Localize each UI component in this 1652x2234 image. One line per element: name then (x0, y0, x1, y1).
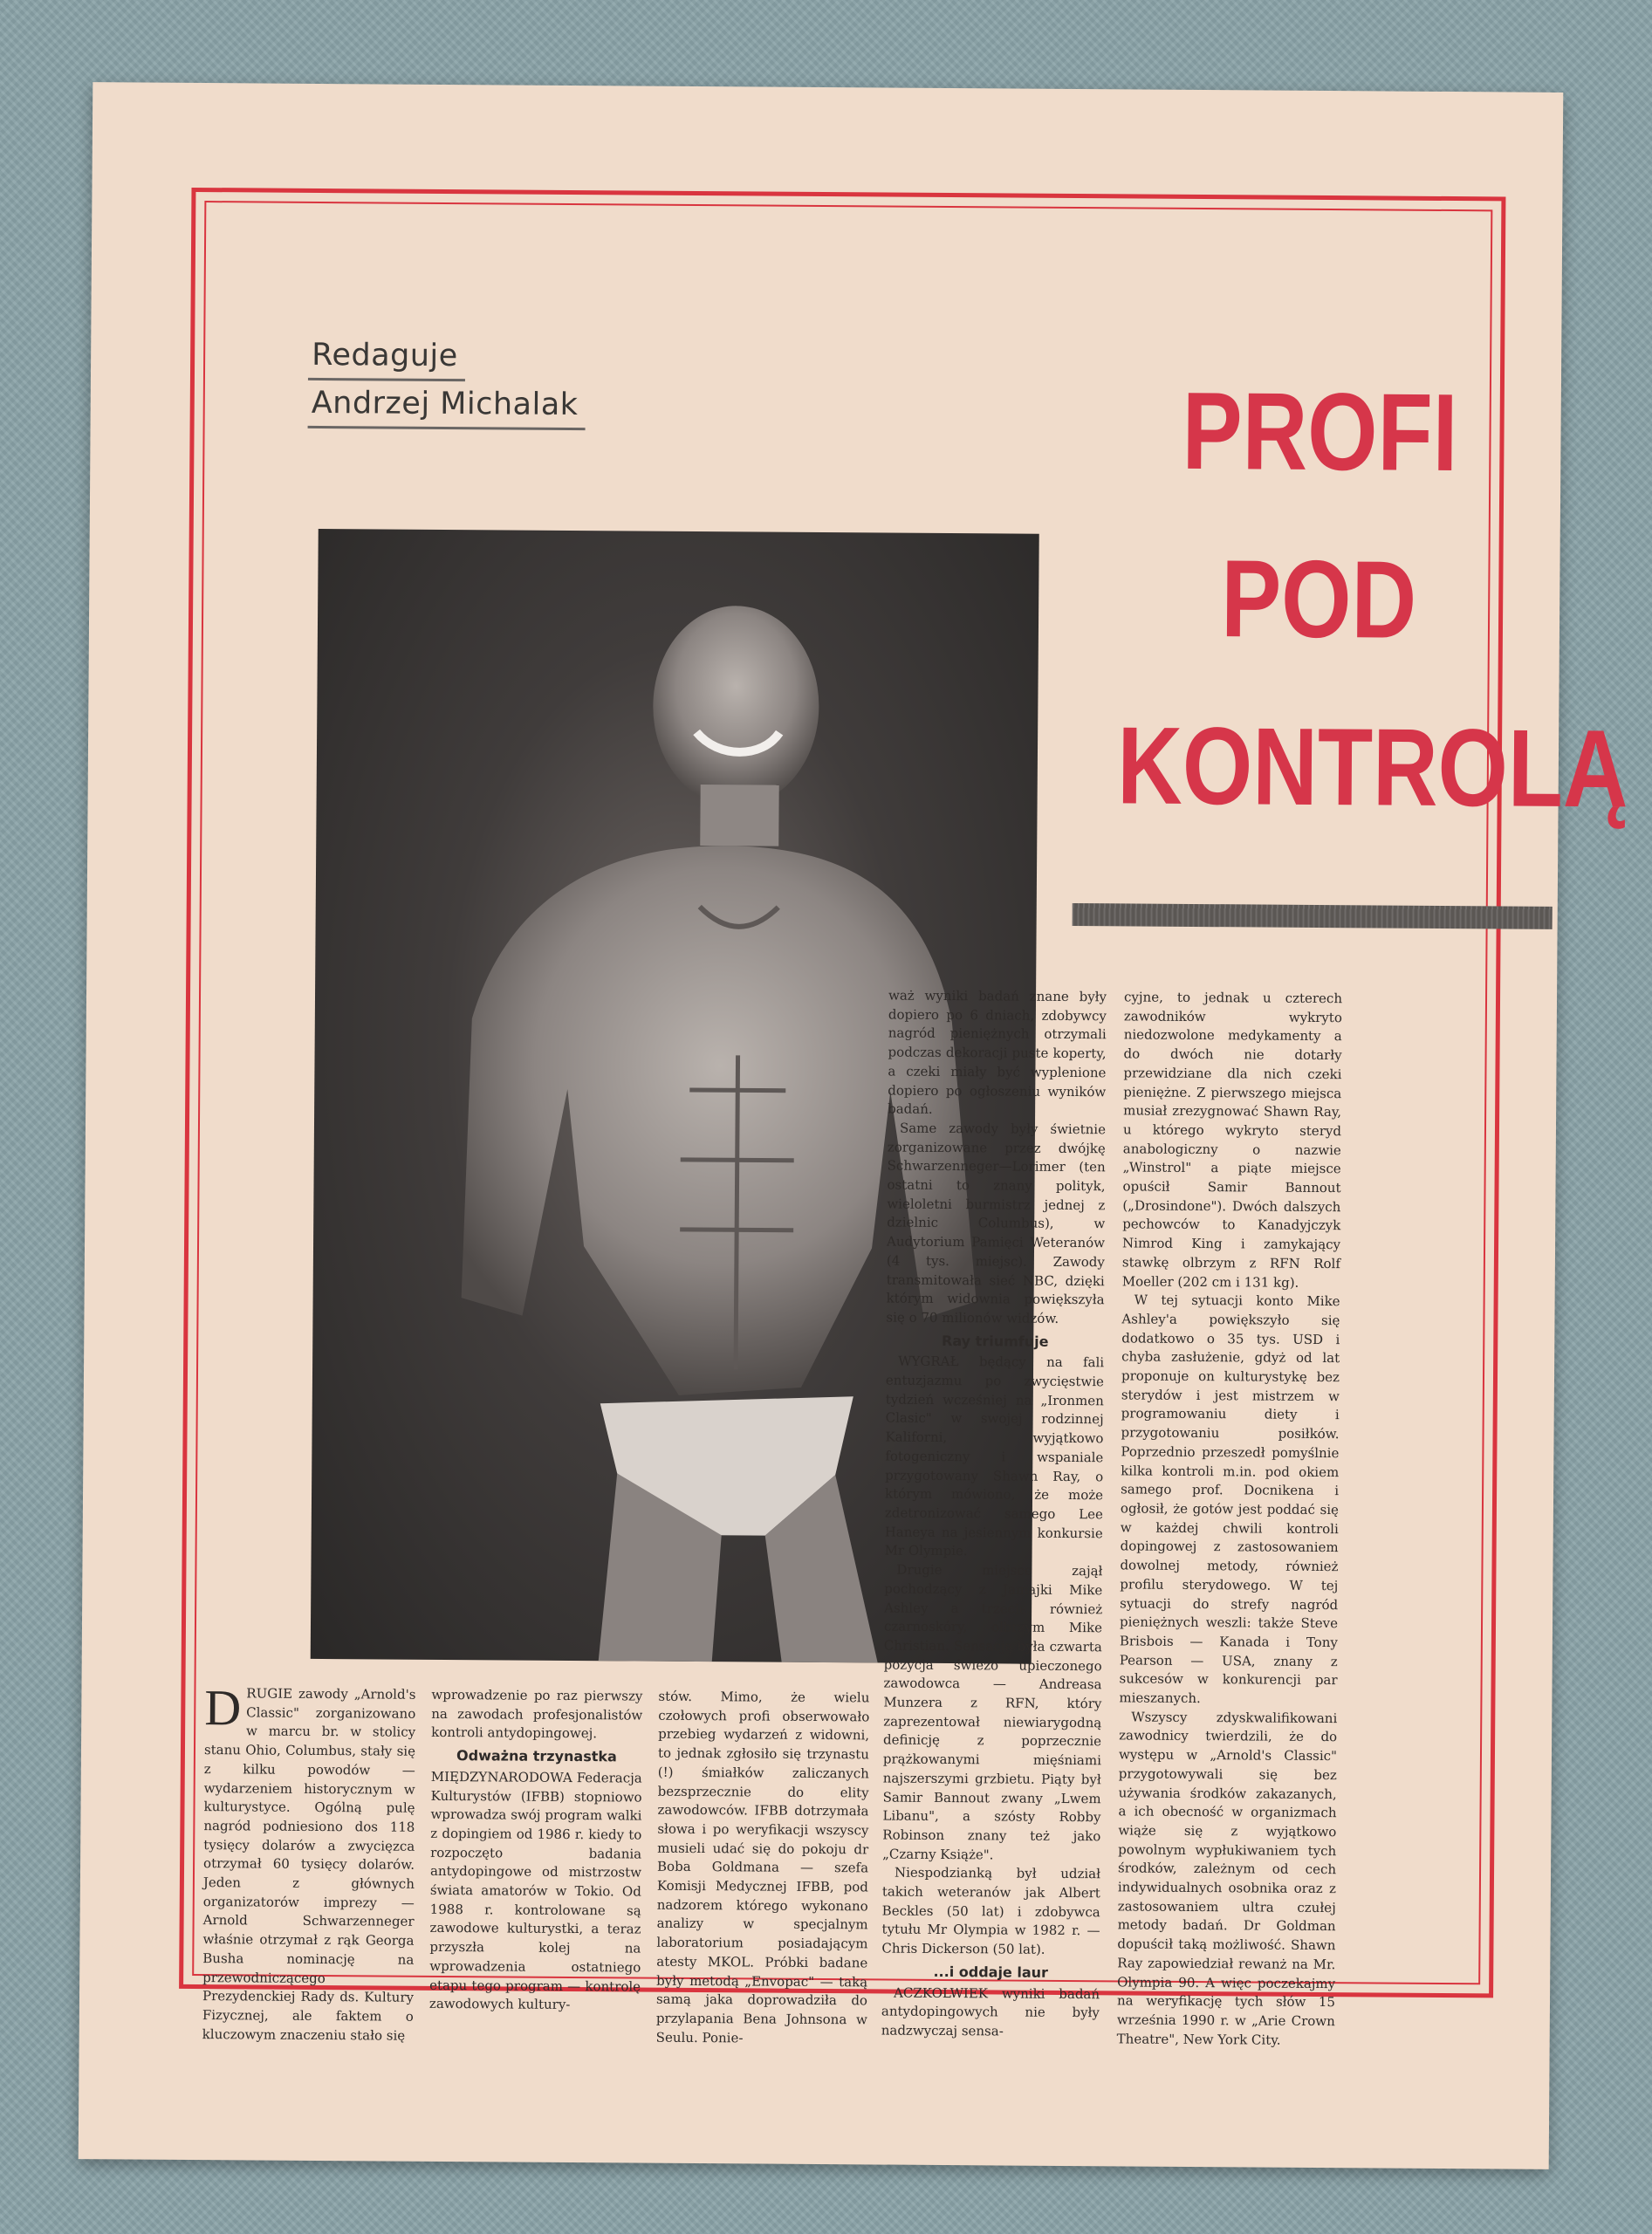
headline-line-3: KONTROLĄ (1116, 703, 1629, 831)
headline-rule (1073, 903, 1553, 929)
article-column-3 (656, 1688, 870, 2049)
article-paragraph: W tej sytuacji konto Mike Ashley'a powiększyło się dodatkowo o 35 tys. USD i chyba zasłużenie, gdyż od lat proponuje on kulturystykę bez sterydów i jest mistrzem w programowaniu diety i przygotowaniu posiłków. Poprzednio przeszedł pomyślnie kilka kontroli m.in. pod okiem samego prof. Docnikena i ogłosił, że gotów jest poddać się w każdej chwili kontroli dopingowej z zastosowaniem dowolnej metody, również profilu sterydowego. W tej sytuacji do strefy nagród pieniężnych weszli: także Steve Brisbois — Kanada i Tony Pearson — USA, znany z sukcesów w konkurencji par mieszanych. (1119, 1292, 1340, 1707)
editor-name: Andrzej Michalak (308, 380, 586, 430)
subheading: Ray triumfuje (942, 1332, 1049, 1350)
dropcap: D (204, 1679, 242, 1737)
headline (1116, 346, 1629, 852)
article-column-5 (1117, 988, 1342, 2050)
headline-line-1: PROFI (1182, 368, 1458, 495)
red-border-frame (179, 188, 1629, 2048)
article-paragraph: Wszyscy zdyskwalifikowani zawodnicy twierdzili, że do występu w „Arnold's Classic" przygotowywali się bez używania środków zakazanych, a ich obecność w organizmach wiąże się z wyjątkowo powolnym wypłukiwaniem tych środków, zależnym od cech indywidualnych osobnika oraz z zastosowaniem ultra czułej metody badań. Dr Goldman dopuścił taką możliwość. Shawn Ray zapowiedział rewanż na Mr. Olympia 90. A więc poczekajmy na weryfikację tych słów 15 września 1990 r. w „Arie Crown Theatre", New York City. (1116, 1709, 1338, 2048)
subheading: Odważna trzynastka (456, 1747, 617, 1765)
article-paragraph: RUGIE zawody „Arnold's Classic" zorganizowano w marcu br. w stolicy stanu Ohio, Columbus, stały się z kilku powodów — wydarzeniem historycznym w kulturystyce. Ogólną pulę nagród podniesiono dos 118 tysięcy dolarów a zwycięzca otrzymał 60 tysięcy dolarów. Jeden z głównych organizatorów imprezy — Arnold Schwarzenneger właśnie otrzymał z rąk Georga Busha nominację na przewodniczącego Prezydenckiej Rady ds. Kultury Fizycznej, ale faktem o kluczowym znaczeniu stało się (202, 1685, 416, 2044)
article-paragraph: stów. Mimo, że wielu czołowych profi obserwowało przebieg wydarzeń z widowni, to jednak zgłosiło się trzynastu (!) śmiałków zaliczanych bezsprzecznie do elity zawodowców. IFBB dotrzymała słowa i po weryfikacji wszyscy musieli udać się do pokoju dr Boba Goldmana — szefa Komisji Medycznej IFBB, pod nadzorem którego wykonano analizy w specjalnym laboratorium posiadającym atesty MKOL. Próbki badane były metodą „Envopac" — taką samą jaka doprowadziła do przylapania Bena Johnsona w Seulu. Ponie- (655, 1688, 870, 2046)
article-paragraph: Drugie miejsce zajął pochodzący z Jamajki Mike Ashley a trzecie również czarnoskóry, olbrzym Mike Christian. Sensacją była czwarta pozycja świeżo upieczonego zawodowca — Andreasa Munzera z RFN, który zaprezentował niewiarygodną definicję z poprzecznie prążkowanymi mięśniami najszerszymi grzbietu. Piąty był Samir Bannout zwany „Lwem Libanu", a szósty Robby Robinson znany też jako „Czarny Książe". (882, 1561, 1103, 1863)
article-paragraph: Same zawody były świetnie zorganizowane przez dwójkę Schwarzenneger—Lorimer (ten ostatni to znany polityk, wieloletni burmistrz jednej z dzielnic Columbus), w Audytorium Pamięci Weteranów (4 tys. miejsc). Zawody transmitowała sieć NBC, dzięki którym widownia powiększyła się o 70 milionów widzów. (886, 1120, 1107, 1326)
article-paragraph: cyjne, to jednak u czterech zawodników wykryto niedozwolone medykamenty a do dwóch nie dotarły przewidziane dla nich czeki pieniężne. Z pierwszego miejsca musiał zrezygnować Shawn Ray, u którego wykryto steryd anabologiczny o nazwie „Winstrol" a piąte miejsce opuścił Samir Bannout („Drosindone"). Dwóch dalszych pechowców to Kanadyjczyk Nimrod King i zamykający stawkę olbrzym z RFN Rolf Moeller (202 cm i 131 kg). (1121, 989, 1343, 1291)
article-column-2 (429, 1686, 643, 2016)
newspaper-page (79, 82, 1629, 2169)
article-paragraph: ACZKOLWIEK wyniki badań antydopingowych nie były nadzwyczaj sensa- (881, 1984, 1100, 2039)
article-paragraph: Niespodzianką był udział takich weteranów jak Albert Beckles (50 lat) i zdobywca tytułu Mr Olympia w 1982 r. — Chris Dickerson (50 lat). (881, 1864, 1101, 1957)
article-paragraph: wprowadzenie po raz pierwszy na zawodach profesjonalistów kontroli antydopingowej. (431, 1686, 643, 1742)
headline-line-2: POD (1220, 537, 1417, 661)
article-column-1 (202, 1679, 416, 2046)
article-paragraph: WYGRAŁ będący na fali entuzjazmu po zwycięstwie tydzień wcześniej na „Ironmen Clasic" w swojej rodzinnej Kaliforni, wyjątkowo fotogeniczny i wspaniale przygotowany Shawn Ray, o którym mówiono, że może zdetronizować samego Lee Haneya na jesiennym konkursie Mr Olympie. (884, 1353, 1105, 1559)
editor-credit (308, 332, 586, 430)
article-paragraph: waż wyniki badań znane były dopiero po 6 dniach, zdobywcy nagród pieniężnych otrzymali podczas dekoracji puste koperty, a czeki miały być wyplenione dopiero po ogłoszeniu wyników badań. (888, 987, 1107, 1118)
article-column-4 (881, 987, 1107, 2042)
article-paragraph: MIĘDZYNARODOWA Federacja Kulturystów (IFBB) stopniowo wprowadza swój program walki z dopingiem od 1986 r. kiedy to rozpoczęto badania antydopingowe od mistrzostw świata amatorów w Tokio. Od 1988 r. kontrolowane są zawodowe kulturystki, a teraz przyszła kolej na wprowadzenia ostatniego etapu tego program — kontrolę zawodowych kultury- (428, 1768, 642, 2013)
editor-label: Redaguje (308, 332, 465, 381)
subheading: ...i oddaje laur (933, 1963, 1049, 1981)
